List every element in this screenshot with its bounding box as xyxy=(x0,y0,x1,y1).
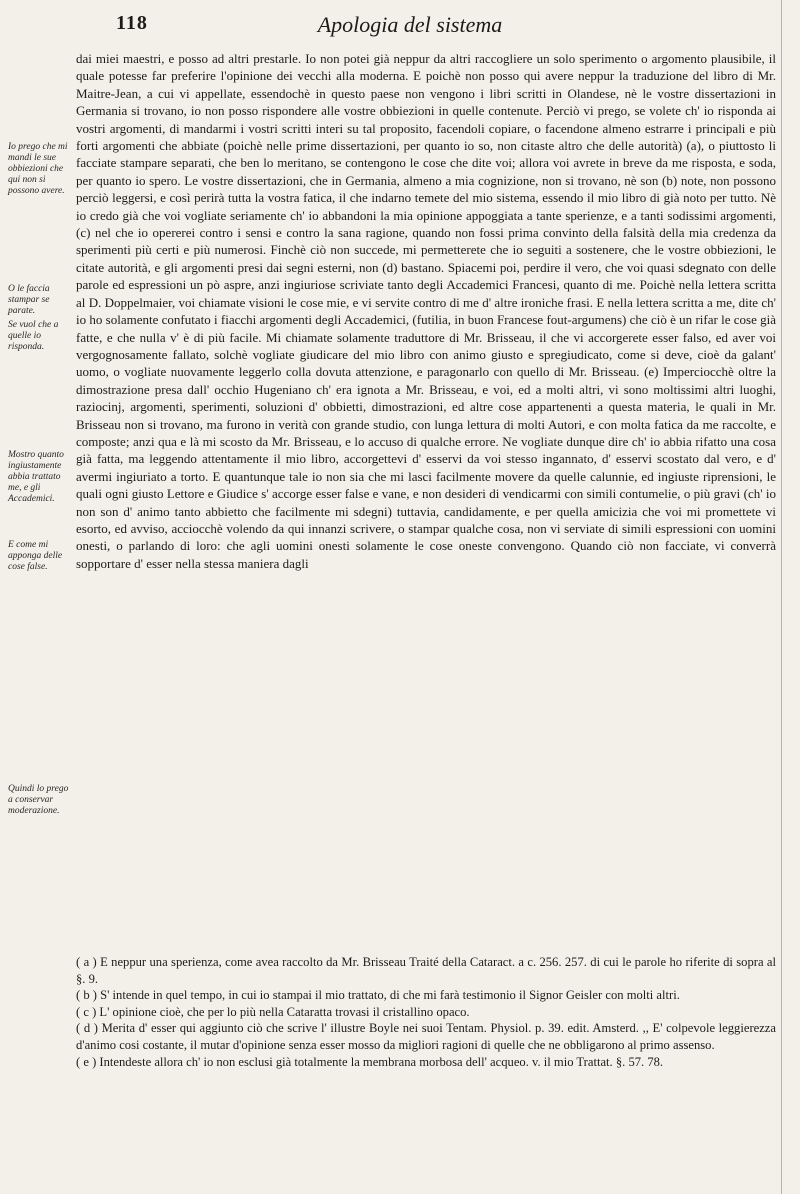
page-number: 118 xyxy=(116,12,148,34)
margin-note: Mostro quanto ingiustamente abbia trattato me, e gli Accademici. xyxy=(8,450,64,504)
footnote: ( a ) E neppur una sperienza, come avea raccolto da Mr. Brisseau Traité della Cataract. a c. 256. 257. di cui le parole ho riferite di sopra al §. 9. xyxy=(76,955,776,986)
footnote: ( e ) Intendeste allora ch' io non esclusi già totalmente la membrana morbosa dell' acqueo. v. il mio Trattat. §. 57. 78. xyxy=(76,1054,664,1069)
footnote: ( b ) S' intende in quel tempo, in cui io stampai il mio trattato, di che mi farà testimonio il Signor Geisler con molti altri. xyxy=(76,988,680,1003)
page-header xyxy=(60,12,760,42)
footnote: ( c ) L' opinione cioè, che per lo più nella Cataratta trovasi il cristallino opaco. xyxy=(76,1004,470,1019)
margin-note: Se vuol che a quelle io risponda. xyxy=(8,320,59,352)
margin-note: O le faccia stampar se parate. xyxy=(8,284,50,316)
footnotes xyxy=(76,954,776,1070)
margin-note: E come mi apponga delle cose false. xyxy=(8,540,63,572)
page-edge xyxy=(781,0,782,1194)
margin-note: Quindi lo prego a conservar moderazione. xyxy=(8,784,69,816)
main-text xyxy=(76,50,776,572)
body-paragraph: dai miei maestri, e posso ad altri prestarle. Io non potei già neppur da altri raccogliere un solo sperimento o argomento plausibile, il quale potesse far preferire l'opinione dei vecchi alla moderna. E poichè non posso qui avere neppur la traduzione del libro di Mr. Maitre-Jean, a cui vi appellate, essendochè in questo paese non vengono i libri scritti in Olandese, nè le vostre dissertazioni in Germania si trovano, io non posso rispondere alle vostre obbiezioni in quelle contenute. Perciò vi prego, se volete ch' io risponda ai vostri argomenti, di mandarmi i vostri scritti interi su tal proposito, facendoli copiare, o facendone almeno estrarre i principali e più forti argomenti che abbiate (poichè nelle prime dissertazioni, per quanto io so, non citaste altro che delle autorità) (a), o piuttosto li facciate stampare separati, che ben lo meritano, se contengono le cose che dite voi; allora voi avrete in breve da me risposta, e soda, per quanto io spero. Le vostre dissertazioni, che in Germania, almeno a mia cognizione, non si trovano, nè son (b) note, non possono perciò leggersi, e così perirà tutta la vostra fatica, il che indarno temete del mio sistema, essendo il mio libro di già noto per tutto. Nè io credo già che voi vogliate seriamente ch' io abbandoni la mia opinione appoggiata a tante sperienze, e a tanti sodissimi argomenti, (c) nel che io opererei contro i sensi e contro la sana ragione, quando non fossi prima convinto della falsità della mia credenza da sperimenti più certi e più numerosi. Finchè ciò non succede, mi permetterete che io seguiti a sostenere, che le vostre obbiezioni, le citate autorità, e gli argomenti presi dai segni esterni, non (d) bastano. Spiacemi poi, perdire il vero, che voi quasi sdegnato con delle parole ed espressioni un pò aspre, anzi ingiuriose scriviate tanto degli Accademici Francesi, quanto di me. Poichè nella lettera scritta al D. Doppelmaier, voi chiamate visioni le cose mie, e vi servite contro di me d' altre ironiche frasi. E nella lettera scritta a me, dite ch' io ho solamente confutato i fiacchi argomenti degli Accademici, (futilia, in buon Francese fout-argumens) che ciò è un rifar le cose già fatte, e che nulla v' è di più facile. Mi chiamate solamente traduttore di Mr. Brisseau, il che vi accorgerete esser falso, ed aver voi vergognosamente fallato, solchè vogliate giudicare del mio libro con animo giusto e spregiudicato, come si deve, cioè da galant' uomo, o vogliate nuovamente leggerlo colla dovuta attenzione, e paragonarlo con quello di Mr. Brisseau. (e) Imperciocchè oltre la dimostrazione presa dall' occhio Hugeniano ch' era ignota a Mr. Brisseau, e voi, ed a molti altri, vi sono moltissimi altri luoghi, raziocinj, argomenti, sperimenti, soluzioni d' obbietti, dimostrazioni, ed altre cose appartenenti a questa materia, le quali in Mr. Brisseau non si trovano, ma furono in verità con grande studio, con lunga lettura di molti Autori, e con molta fatica da me raccolte, e composte; anzi qua e là mi scosto da Mr. Brisseau, e lo accuso di qualche errore. Ne vogliate dunque dire ch' io abbia rifatto una cosa già fatta, ma leggendo attentamente il mio libro, accorgettevi d' esservi da voi stesso ingannato, d' esservi scostato dal vero, e d' avermi ingiuriato a torto. E quantunque tale io non sia che mi lasci facilmente movere da quelle calunnie, ed ingiuste riprensioni, le quali ogni giusto Lettore e Giudice s' accorge esser false e vane, e non desideri di vendicarmi con simili contumelie, o più gravi (ch' io non son d' animo tanto abbietto che facilmente mi sdegni) tuttavia, candidamente, e per quella amicizia che voi mi promettete vi esorto, ed avviso, acciocchè volendo da qui innanzi scrivere, o stampar qualche cosa, non vi serviate di simili espressioni con uomini onesti, o parlando di loro: che agli uomini onesti solamente le cose oneste convengono. Quando ciò non facciate, vi converrà sopportare d' esser nella stessa maniera dagli xyxy=(76,51,776,571)
margin-note: Io prego che mi mandi le sue obbiezioni che qui non si possono avere. xyxy=(8,142,68,196)
footnote: ( d ) Merita d' esser qui aggiunto ciò che scrive l' illustre Boyle nei suoi Tentam. Physiol. p. 39. edit. Amsterd. ,, E' colpevole leggierezza d'animo cosi costante, il mutar d'opinione senza esser mosso da migliori ragioni di quelle che ne obbligarono al primo assenso. xyxy=(76,1021,776,1052)
running-title: Apologia del sistema xyxy=(317,12,503,37)
